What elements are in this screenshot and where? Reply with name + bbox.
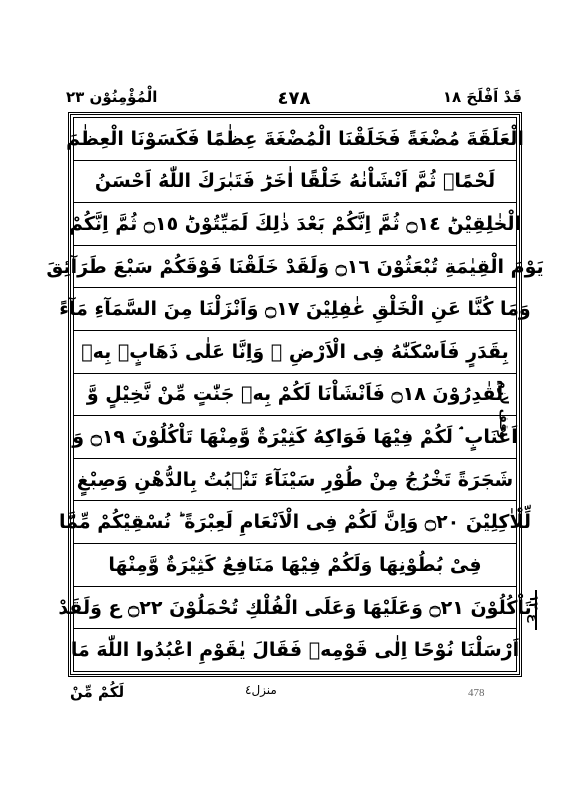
catchword: لَكُمْ مِّنْ: [70, 683, 125, 701]
text-line: بِقَدَرٍ فَاَسْكَنّٰهُ فِى الْاَرْضِ ۖ وَاِنَّا عَلٰى ذَهَابٍۭ بِهٖ: [74, 331, 516, 374]
text-line: اَرْسَلْنَا نُوْحًا اِلٰى قَوْمِهٖ فَقَالَ يٰقَوْمِ اعْبُدُوا اللّٰهَ مَا: [70, 639, 520, 662]
text-line: اَعْنَابٍ ۘ لَكُمْ فِيْهَا فَوَاكِهُ كَثِيْرَةٌ وَّمِنْهَا تَاْكُلُوْنَ ۝١٩ وَ: [74, 416, 516, 459]
surah-title: الْمُؤْمِنُوْن ٢٣: [66, 88, 158, 106]
text-line: يَوْمَ الْقِيٰمَةِ تُبْعَثُوْنَ ۝١٦ وَلَقَدْ خَلَقْنَا فَوْقَكُمْ سَبْعَ طَرَآئِقَ: [74, 246, 516, 289]
ruku-note: ع ١٢: [527, 595, 541, 623]
page-header: [66, 86, 522, 112]
text-line: وَمَا كُنَّا عَنِ الْخَلْقِ غٰفِلِيْنَ ۝١٧ وَاَنْزَلْنَا مِنَ السَّمَآءِ مَآءً: [74, 288, 516, 331]
text-line: شَجَرَةً تَخْرُجُ مِنْ طُوْرِ سَيْنَآءَ تَنْۢبُتُ بِالدُّهْنِ وَصِبْغٍ: [74, 459, 516, 502]
margin-note: وقف لازم: [497, 380, 511, 439]
text-line: الْخٰلِقِيْنَؕ ۝١٤ ثُمَّ اِنَّكُمْ بَعْدَ ذٰلِكَ لَمَيِّتُوْنَؕ ۝١٥ ثُمَّ اِنَّكُمْ: [74, 203, 516, 246]
text-line: الْعَلَقَةَ مُضْغَةً فَخَلَقْنَا الْمُضْغَةَ عِظٰمًا فَكَسَوْنَا الْعِظٰمَ: [74, 118, 516, 161]
text-line: لَحْمًاۗ ثُمَّ اَنْشَاْنٰهُ خَلْقًا اٰخَرَؕ فَتَبٰرَكَ اللّٰهُ اَحْسَنُ: [74, 161, 516, 204]
page-number-arabic: ٤٧٨: [277, 88, 311, 109]
juz-title: قَدْ اَفْلَحَ ١٨: [442, 88, 522, 106]
page-number-latin: 478: [468, 687, 485, 699]
manzil-label: منزل٤: [245, 683, 277, 697]
text-line: تَاْكُلُوْنَ ۝٢١ وَعَلَيْهَا وَعَلَى الْفُلْكِ تُحْمَلُوْنَ ۝٢٢ ع وَلَقَدْ: [74, 587, 516, 630]
text-line: لِّلْاٰكِلِيْنَ ۝٢٠ وَاِنَّ لَكُمْ فِى الْاَنْعَامِ لَعِبْرَةً ؕ نُسْقِيْكُمْ مِّمَّا: [74, 501, 516, 544]
text-line: فِىْ بُطُوْنِهَا وَلَكُمْ فِيْهَا مَنَافِعُ كَثِيْرَةٌ وَّمِنْهَا: [74, 544, 516, 587]
text-line: لَقٰدِرُوْنَ ۝١٨ فَاَنْشَاْنَا لَكُمْ بِهٖ جَنّٰتٍ مِّنْ نَّخِيْلٍ وَّ: [74, 374, 516, 417]
